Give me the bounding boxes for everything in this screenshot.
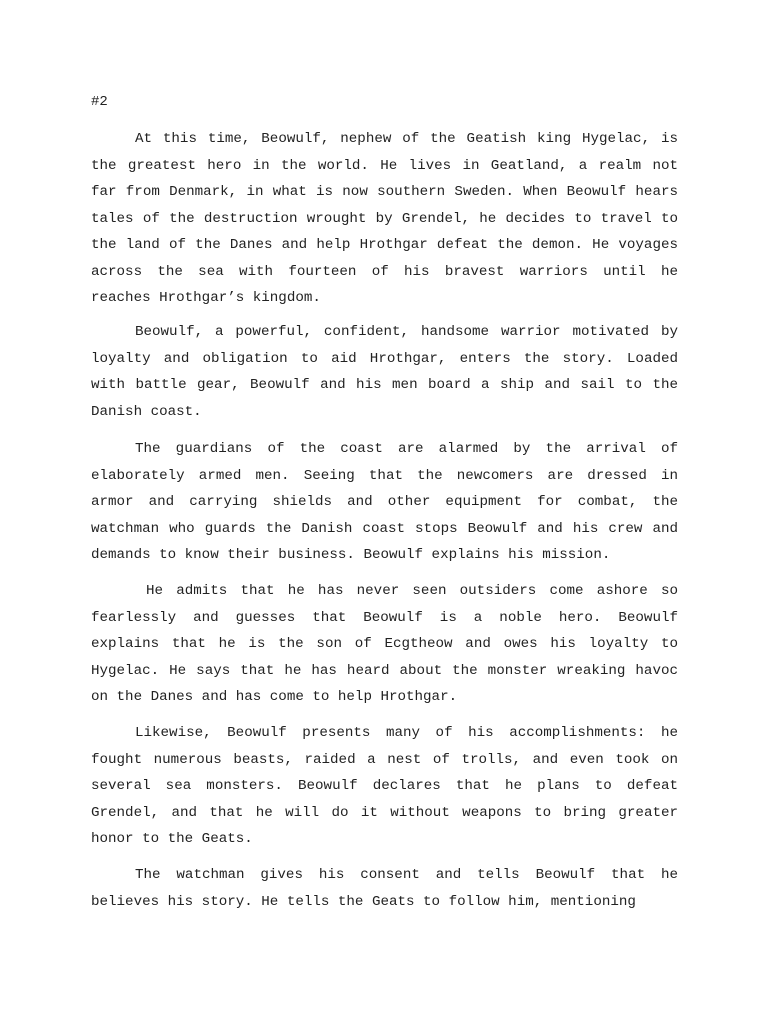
paragraph-3: The guardians of the coast are alarmed by the arrival of elaborately armed men. Seeing that the newcomers are dressed in armor and carrying shields and other equipment for combat, the watchman who guards the Danish coast stops Beowulf and his crew and demands to know their business. Beowulf explains his mission. [91,441,678,563]
paragraph-1: At this time, Beowulf, nephew of the Geatish king Hygelac, is the greatest hero in the world. He lives in Geatland, a realm not far from Denmark, in what is now southern Sweden. When Beowulf hears tales of the destruction wrought by Grendel, he decides to travel to the land of the Danes and help Hrothgar defeat the demon. He voyages across the sea with fourteen of his bravest warriors until he reaches Hrothgar’s kingdom. [91,131,678,306]
paragraph-2: Beowulf, a powerful, confident, handsome warrior motivated by loyalty and obligation to aid Hrothgar, enters the story. Loaded with battle gear, Beowulf and his men board a ship and sail to the Danish coast. [91,324,678,420]
page-number: #2 [91,94,108,110]
paragraph-5: Likewise, Beowulf presents many of his accomplishments: he fought numerous beasts, raided a nest of trolls, and even took on several sea monsters. Beowulf declares that he plans to defeat Grendel, and that he will do it without weapons to bring greater honor to the Geats. [91,725,678,847]
paragraph-4: He admits that he has never seen outsiders come ashore so fearlessly and guesses that Beowulf is a noble hero. Beowulf explains that he is the son of Ecgtheow and owes his loyalty to Hygelac. He says that he has heard about the monster wreaking havoc on the Danes and has come to help Hrothgar. [91,583,678,705]
paragraph-6: The watchman gives his consent and tells Beowulf that he believes his story. He tells the Geats to follow him, mentioning [91,867,678,910]
